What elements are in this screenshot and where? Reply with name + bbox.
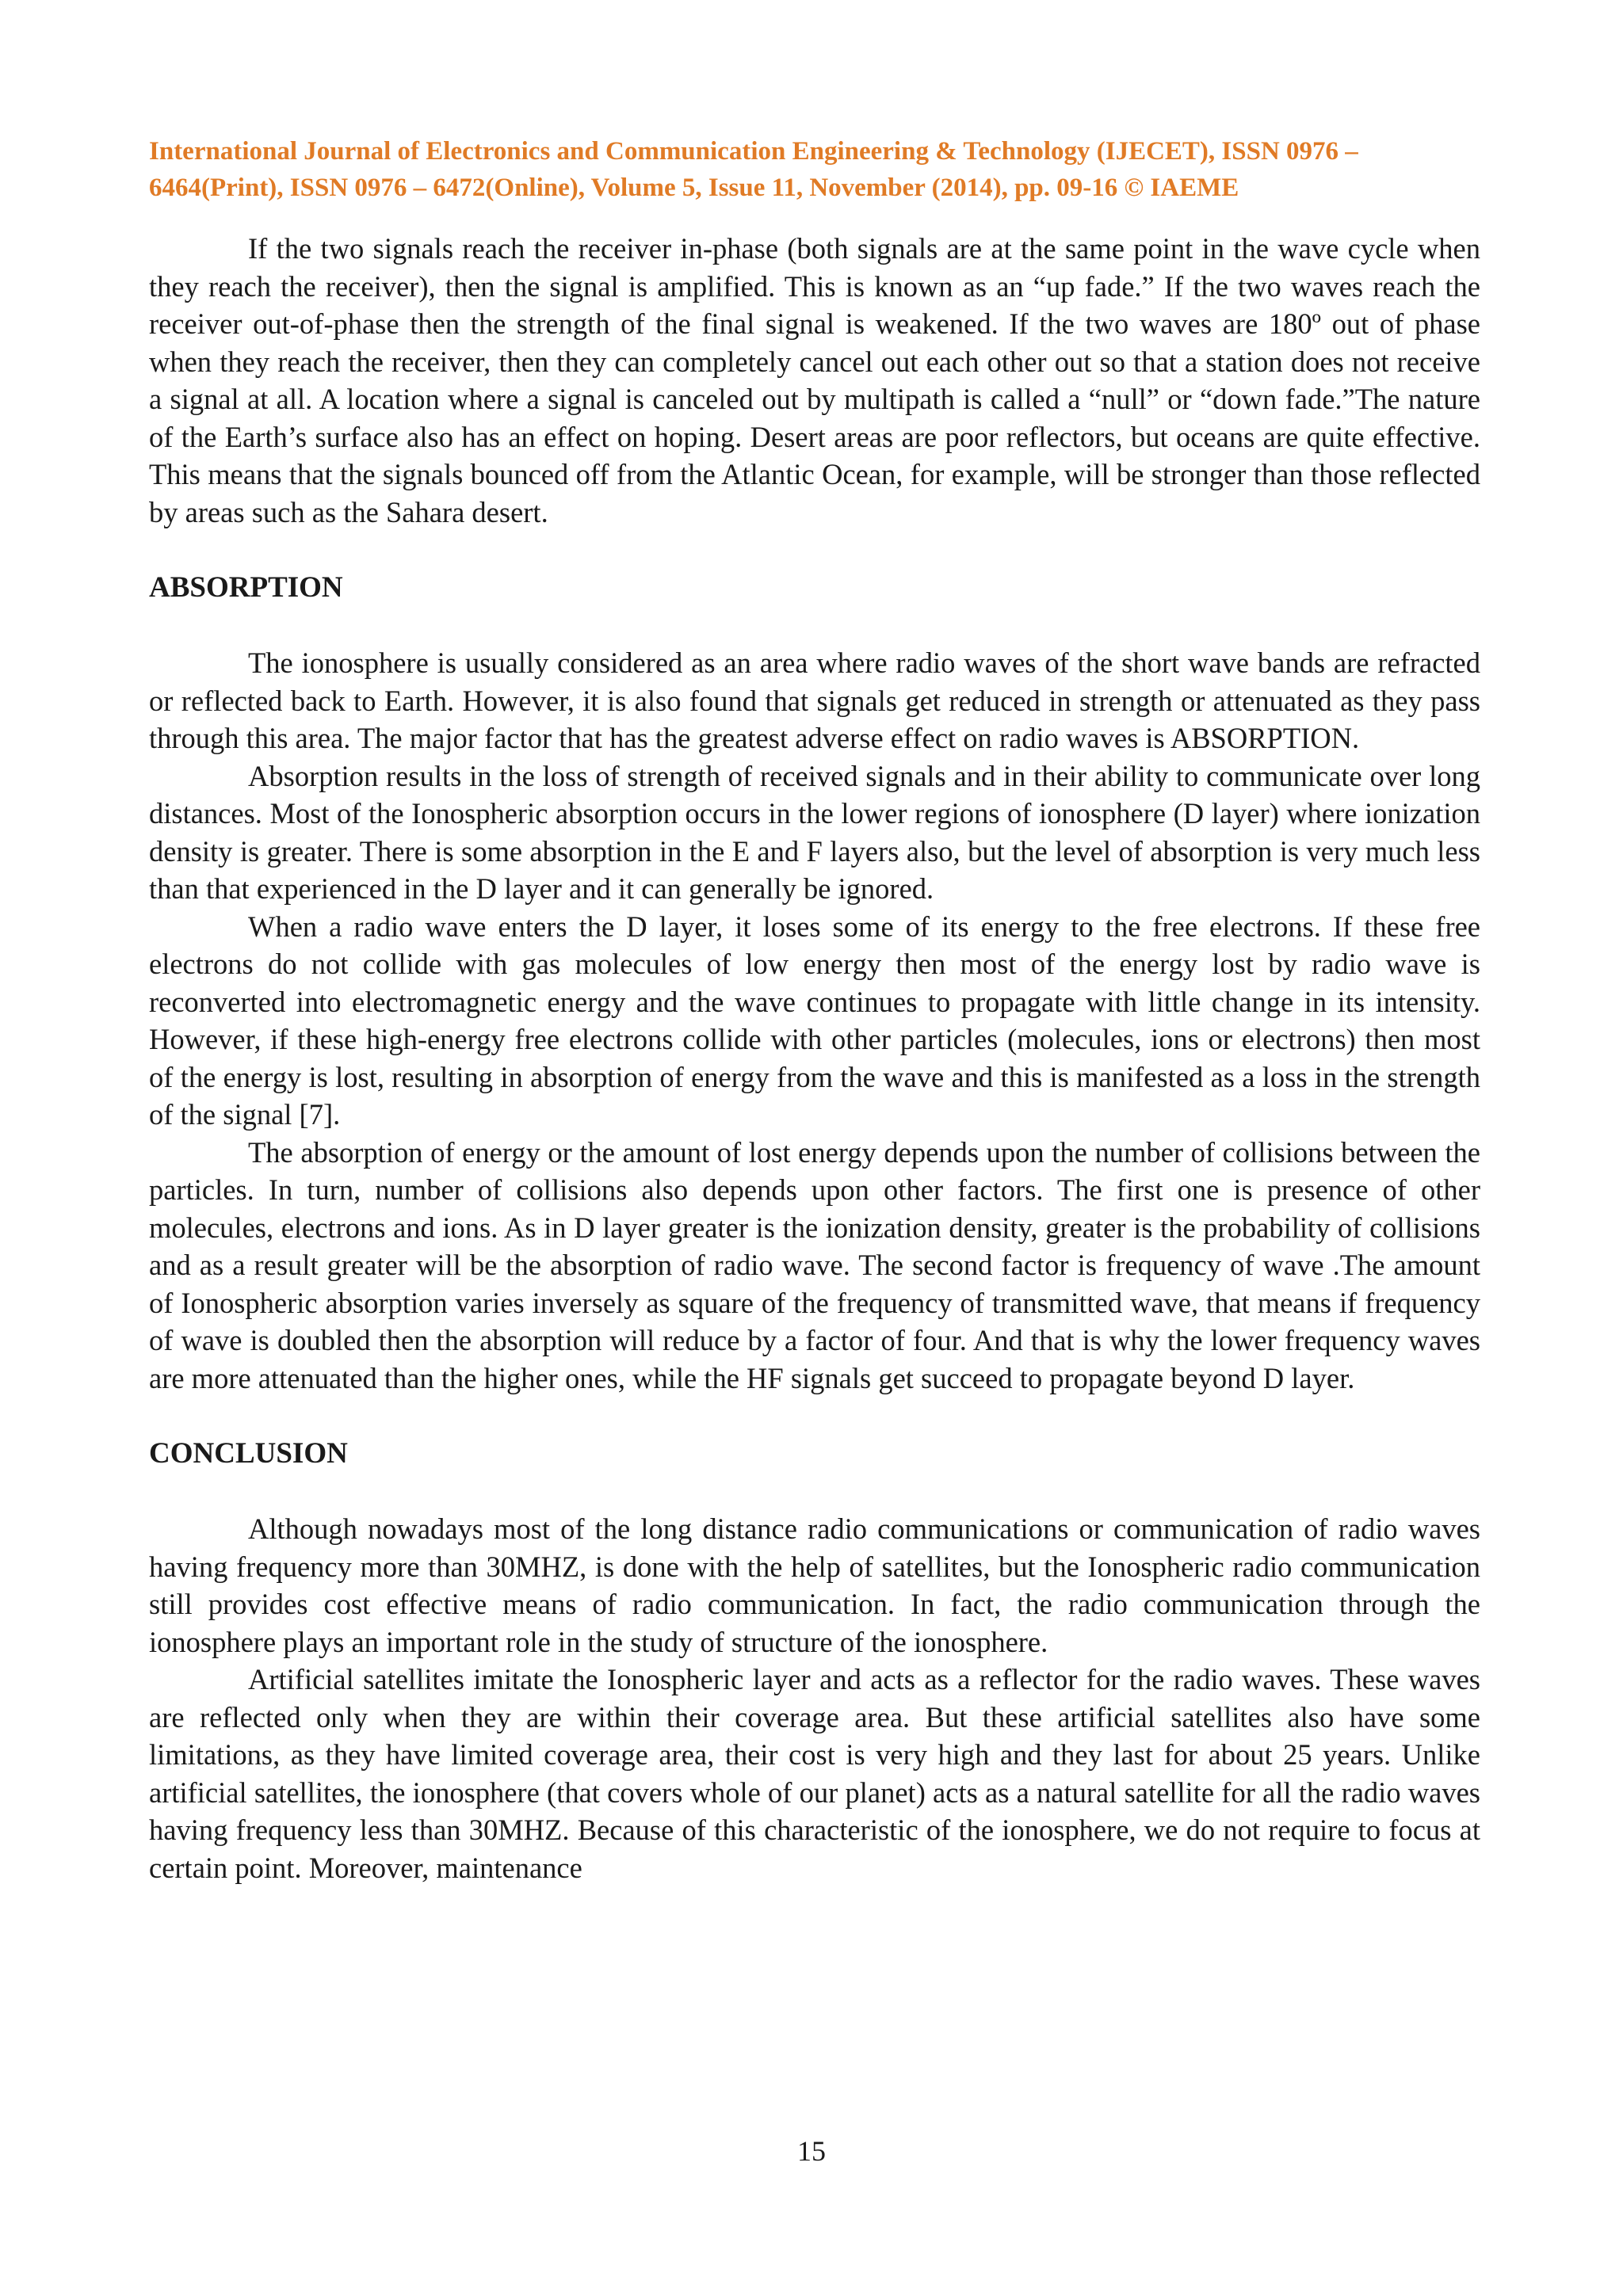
journal-header xyxy=(149,133,1484,206)
absorption-heading: ABSORPTION xyxy=(149,571,343,604)
intro-paragraph-1: If the two signals reach the receiver in-phase (both signals are at the same point in the wave cycle when they reach the receiver), then the signal is amplified. This is known as an “up fade.” If the two waves reach the receiver out-of-phase then the strength of the final signal is weakened. If the two waves are 180º out of phase when they reach the receiver, then they can completely cancel out each other out so that a station does not receive a signal at all. A location where a signal is canceled out by multipath is called a “null” or “down fade.”The nature of the Earth’s surface also has an effect on hoping. Desert areas are poor reflectors, but oceans are quite effective. This means that the signals bounced off from the Atlantic Ocean, for example, will be stronger than those reflected by areas such as the Sahara desert. xyxy=(149,232,1480,528)
absorption-paragraph-2: Absorption results in the loss of strength of received signals and in their ability to communicate over long distances. Most of the Ionospheric absorption occurs in the lower regions of ionosphere (D layer) where ionization density is greater. There is some absorption in the E and F layers also, but the level of absorption is very much less than that experienced in the D layer and it can generally be ignored. xyxy=(149,759,1480,905)
absorption-paragraph-4: The absorption of energy or the amount of lost energy depends upon the number of collisions between the particles. In turn, number of collisions also depends upon other factors. The first one is presence of other molecules, electrons and ions. As in D layer greater is the ionization density, greater is the probability of collisions and as a result greater will be the absorption of radio wave. The second factor is frequency of wave .The amount of Ionospheric absorption varies inversely as square of the frequency of transmitted wave, that means if frequency of wave is doubled then the absorption will reduce by a factor of four. And that is why the lower frequency waves are more attenuated than the higher ones, while the HF signals get succeed to propagate beyond D layer. xyxy=(149,1135,1480,1394)
conclusion-heading: CONCLUSION xyxy=(149,1437,348,1470)
conclusion-paragraph-2: Artificial satellites imitate the Ionospheric layer and acts as a reflector for the radio waves. These waves are reflected only when they are within their coverage area. But these artificial satellites also have some limitations, as they have limited coverage area, their cost is very high and they last for about 25 years. Unlike artificial satellites, the ionosphere (that covers whole of our planet) acts as a natural satellite for all the radio waves having frequency less than 30MHZ. Because of this characteristic of the ionosphere, we do not require to focus at certain point. Moreover, maintenance xyxy=(149,1663,1480,1884)
absorption-paragraph-3: When a radio wave enters the D layer, it loses some of its energy to the free electrons. If these free electrons do not collide with gas molecules of low energy then most of the energy lost by radio wave is reconverted into electromagnetic energy and the wave continues to propagate with little change in its intensity. However, if these high-energy free electrons collide with other particles (molecules, ions or electrons) then most of the energy is lost, resulting in absorption of energy from the wave and this is manifested as a loss in the strength of the signal [7]. xyxy=(149,910,1480,1131)
journal-header-line-1: International Journal of Electronics and Communication Engineering & Technology (IJECET), ISSN 0976 – xyxy=(149,137,1358,166)
conclusion-paragraph-1: Although nowadays most of the long distance radio communications or communication of radio waves having frequency more than 30MHZ, is done with the help of satellites, but the Ionospheric radio communication still provides cost effective means of radio communication. In fact, the radio communication through the ionosphere plays an important role in the study of structure of the ionosphere. xyxy=(149,1512,1480,1658)
journal-header-line-2: 6464(Print), ISSN 0976 – 6472(Online), Volume 5, Issue 11, November (2014), pp. 09-16 © IAEME xyxy=(149,174,1239,202)
page-number: 15 xyxy=(797,2135,826,2167)
absorption-paragraph-1: The ionosphere is usually considered as an area where radio waves of the short wave bands are refracted or reflected back to Earth. However, it is also found that signals get reduced in strength or attenuated as they pass through this area. The major factor that has the greatest adverse effect on radio waves is ABSORPTION. xyxy=(149,646,1480,754)
article-body xyxy=(149,230,1480,1886)
